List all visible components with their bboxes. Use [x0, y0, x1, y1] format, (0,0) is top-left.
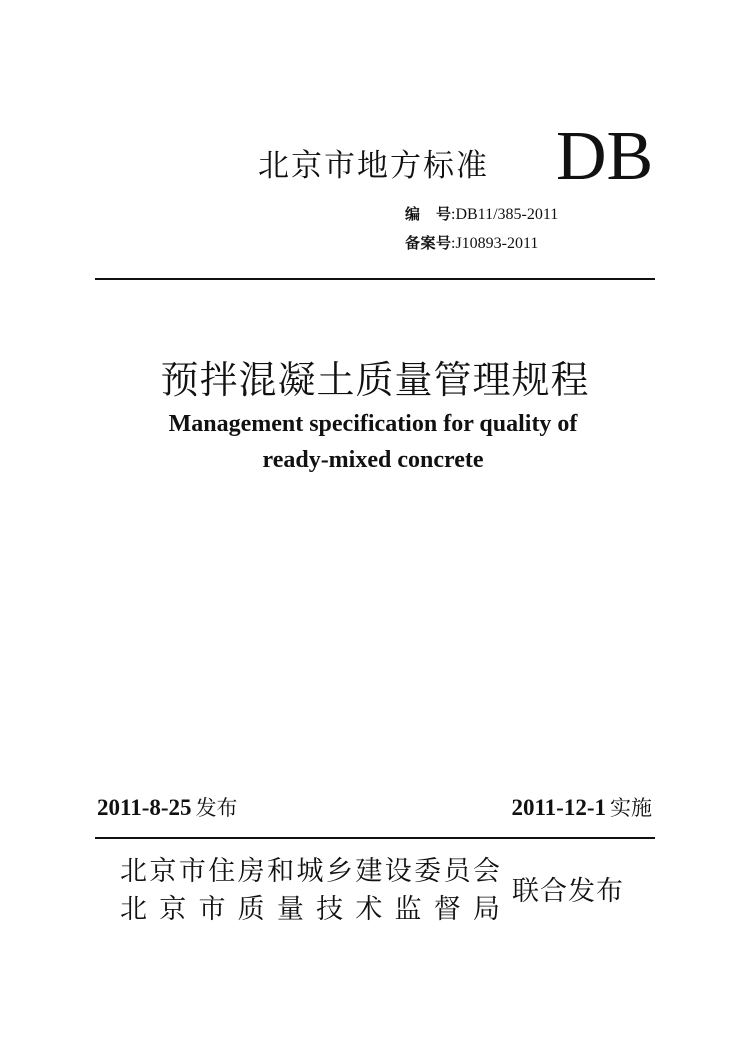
document-title-en-line2: ready-mixed concrete [262, 447, 484, 473]
publisher-org-2: 北京市质量技术监督局 [120, 894, 500, 925]
issue-date-block [97, 794, 238, 823]
standard-type-heading: 北京市地方标准 [258, 148, 489, 184]
standard-number-line [405, 204, 558, 225]
standard-number-label: 编号 [405, 205, 451, 223]
record-number-label: 备案号 [405, 234, 451, 252]
implement-label: 实施 [610, 796, 652, 820]
issue-label: 发布 [195, 796, 238, 820]
record-number-separator: : [451, 235, 456, 252]
bottom-divider [95, 837, 655, 839]
publisher-org-1: 北京市住房和城乡建设委员会 [120, 856, 500, 887]
joint-publish-label: 联合发布 [512, 876, 624, 907]
document-title-en-line1: Management specification for quality of [168, 411, 578, 437]
record-number-line [405, 233, 538, 254]
standard-code-mark: DB [556, 118, 654, 195]
implement-date-block [511, 794, 652, 823]
record-number-value: J10893-2011 [455, 235, 539, 252]
standard-number-value: DB11/385-2011 [455, 206, 559, 223]
issue-date: 2011-8-25 [97, 795, 192, 820]
implement-date: 2011-12-1 [511, 795, 606, 820]
document-title-zh: 预拌混凝土质量管理规程 [160, 358, 590, 402]
top-divider [95, 278, 655, 280]
standard-number-separator: : [451, 206, 456, 223]
